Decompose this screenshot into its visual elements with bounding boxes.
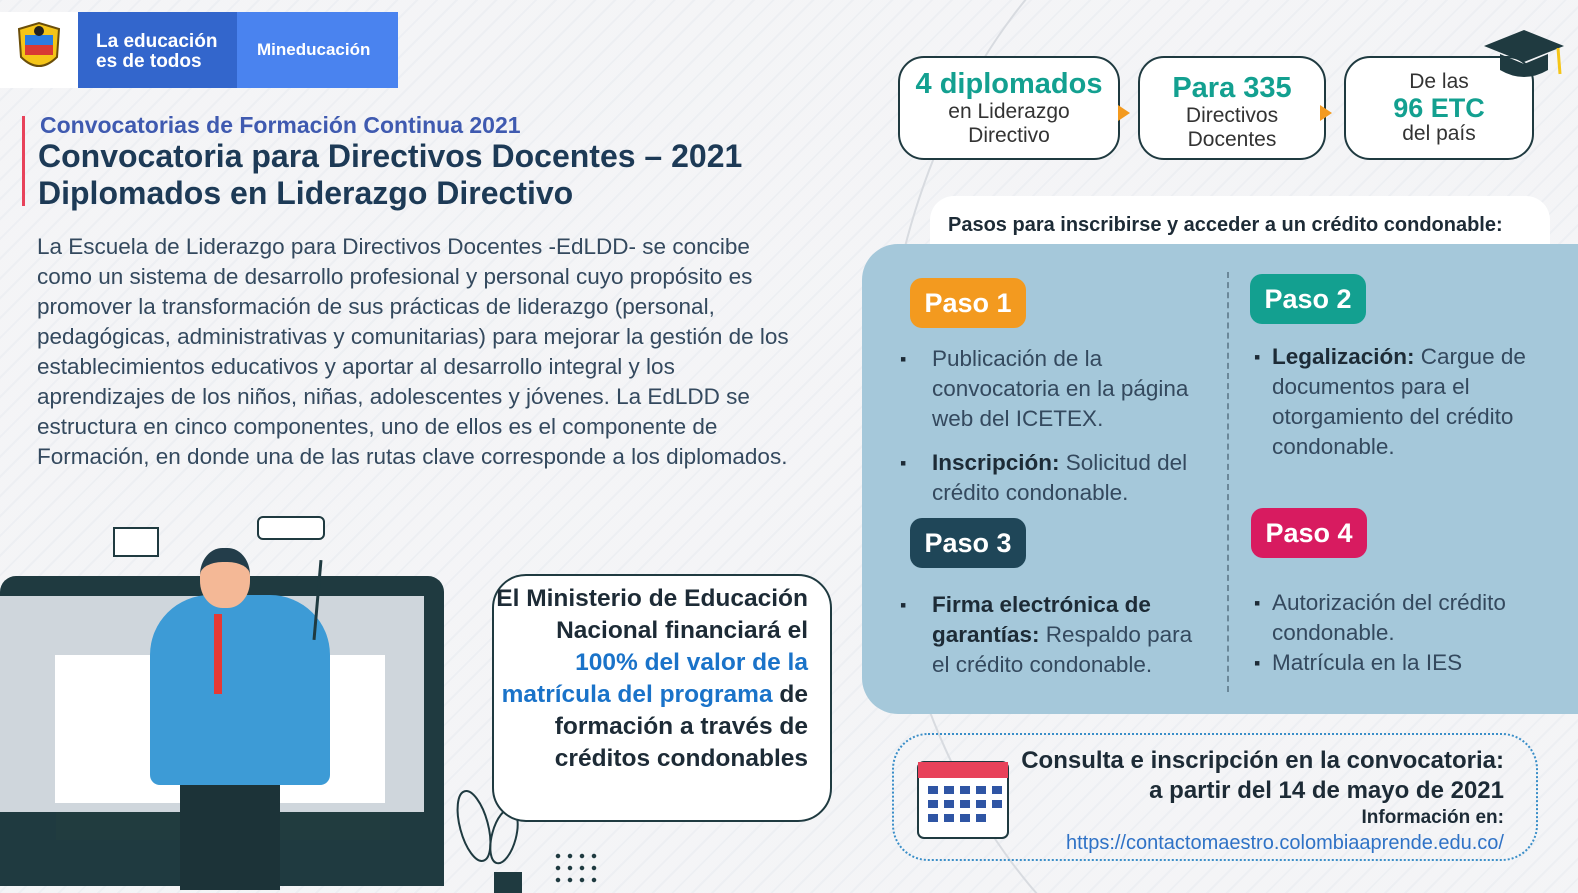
step-3-badge: Paso 3 bbox=[910, 518, 1026, 568]
title-line2: Diplomados en Liderazgo Directivo bbox=[38, 175, 574, 211]
quote-highlight: 100% del valor de la matrícula del programa bbox=[501, 649, 808, 708]
chat-bubble-icon bbox=[257, 516, 325, 540]
quote-part2: de formación a través de créditos condonables bbox=[554, 681, 808, 772]
teacher-illustration bbox=[150, 595, 330, 785]
step-2-list bbox=[1254, 342, 1544, 462]
slogan-line1: La educación bbox=[96, 31, 218, 52]
page-title bbox=[38, 138, 838, 212]
intro-paragraph: La Escuela de Liderazgo para Directivos Docentes -EdLDD- se concibe como un sistema de desarrollo profesional y personal cuyo propósito es promover la transformación de sus prácticas de liderazgo (personal, pedagógicas, administrativas y comunitarias) para mejorar la gestión de los establecimientos educativos y aportar al desarrollo integral y los aprendizajes de los niños, niñas, adolescentes y jóvenes. La EdLDD se estructura en cinco componentes, uno de ellos es el componente de Formación, en donde una de las rutas clave corresponde a los diplomados. bbox=[37, 234, 789, 469]
step-3-list bbox=[900, 590, 1210, 694]
calendar-icon bbox=[910, 752, 1016, 842]
coat-of-arms-icon bbox=[0, 12, 78, 88]
government-header bbox=[0, 12, 398, 88]
stat-big: 96 ETC bbox=[1393, 93, 1485, 123]
list-item bbox=[1254, 588, 1544, 648]
mini-window-icon bbox=[113, 527, 159, 557]
stat-text: del país bbox=[1402, 122, 1476, 145]
step-4-list bbox=[1254, 588, 1544, 678]
item-text: Publicación de la convocatoria en la página web del ICETEX. bbox=[932, 346, 1189, 431]
stat-directivos bbox=[1138, 56, 1326, 160]
arrow-right-icon bbox=[1118, 105, 1130, 121]
slogan-line2: es de todos bbox=[96, 51, 202, 72]
person-head bbox=[200, 548, 250, 608]
stat-diplomados bbox=[898, 56, 1120, 160]
stat-text: en Liderazgo Directivo bbox=[948, 100, 1070, 147]
subtitle: Convocatorias de Formación Continua 2021 bbox=[40, 112, 521, 138]
step-1-list bbox=[900, 344, 1210, 522]
list-item bbox=[900, 448, 1210, 508]
item-text: Respaldo para el crédito condonable. bbox=[932, 622, 1193, 677]
consult-url-link[interactable]: https://contactomaestro.colombiaaprende.edu.co/ bbox=[1065, 832, 1504, 854]
plant-pot bbox=[494, 872, 522, 893]
person-tie bbox=[214, 614, 222, 694]
consult-line3: Información en: bbox=[1361, 807, 1504, 828]
list-item bbox=[1254, 648, 1544, 678]
quote-part1: El Ministerio de Educación Nacional financiará el bbox=[496, 585, 808, 644]
item-text: Solicitud del crédito condonable. bbox=[932, 450, 1188, 505]
stat-text: Directivos Docentes bbox=[1185, 104, 1279, 151]
item-bold: Inscripción: bbox=[932, 450, 1060, 475]
steps-heading: Pasos para inscribirse y acceder a un crédito condonable: bbox=[930, 196, 1550, 256]
slogan bbox=[78, 12, 237, 88]
list-item bbox=[1254, 342, 1544, 462]
list-item bbox=[900, 590, 1210, 680]
title-line1: Convocatoria para Directivos Docentes – 2021 bbox=[38, 138, 743, 174]
item-bold: Firma electrónica de garantías: bbox=[932, 592, 1151, 647]
graduation-cap-icon bbox=[1484, 28, 1564, 88]
steps-divider bbox=[1227, 272, 1229, 692]
stat-big: Para 335 bbox=[1172, 72, 1292, 104]
dot-pattern bbox=[552, 850, 602, 884]
step-2-badge: Paso 2 bbox=[1250, 274, 1366, 324]
item-text: Cargue de documentos para el otorgamiento del crédito condonable. bbox=[1272, 344, 1526, 459]
item-text: Matrícula en la IES bbox=[1272, 650, 1463, 675]
arrow-right-icon bbox=[1320, 105, 1332, 121]
step-4-badge: Paso 4 bbox=[1251, 508, 1367, 558]
item-text: Autorización del crédito condonable. bbox=[1272, 590, 1506, 645]
stat-pre: De las bbox=[1409, 70, 1469, 93]
funding-quote bbox=[492, 574, 832, 822]
ministry-label: Mineducación bbox=[237, 12, 398, 88]
consult-text bbox=[1021, 746, 1504, 856]
title-accent-rule bbox=[22, 116, 25, 206]
list-item bbox=[900, 344, 1210, 434]
consult-line1: Consulta e inscripción en la convocatoria: bbox=[1021, 747, 1504, 774]
stat-big: 4 diplomados bbox=[915, 68, 1103, 100]
item-bold: Legalización: bbox=[1272, 344, 1415, 369]
consult-line2: a partir del 14 de mayo de 2021 bbox=[1149, 777, 1504, 804]
step-1-badge: Paso 1 bbox=[910, 278, 1026, 328]
